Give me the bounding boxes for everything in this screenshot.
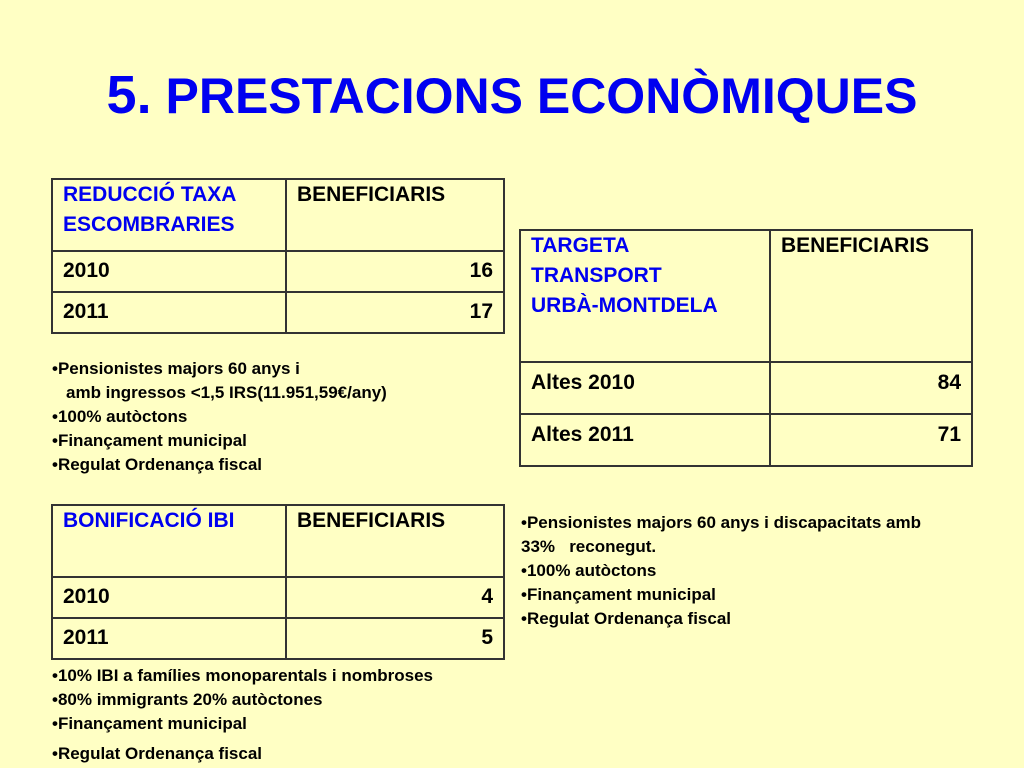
- taxa-value-2011: 17: [286, 292, 504, 333]
- table-row: [52, 251, 504, 292]
- note-line: •Finançament municipal: [52, 714, 247, 733]
- page-title: [0, 62, 1024, 129]
- ibi-header-concept: BONIFICACIÓ IBI: [52, 505, 286, 577]
- note-line: •10% IBI a famílies monoparentals i nombroses: [52, 666, 434, 685]
- ibi-header-beneficiaris: BENEFICIARIS: [286, 505, 504, 577]
- taxa-header-line1: REDUCCIÓ TAXA: [63, 183, 237, 206]
- taxa-value-2010: 16: [286, 251, 504, 292]
- ibi-value-2010: 4: [286, 577, 504, 618]
- taxa-header-line2: ESCOMBRARIES: [63, 213, 235, 236]
- taxa-header-concept: [52, 179, 286, 251]
- note-line: •Regulat Ordenança fiscal: [52, 744, 263, 763]
- note-line: 33% reconegut.: [521, 537, 657, 556]
- note-line: •Regulat Ordenança fiscal: [521, 609, 732, 628]
- targeta-header-line3: URBÀ-MONTDELA: [531, 294, 718, 317]
- title-number: 5.: [106, 65, 152, 125]
- note-line: •100% autòctons: [52, 407, 188, 426]
- targeta-header-line1: TARGETA: [531, 234, 630, 257]
- targeta-value-2010: 84: [770, 362, 972, 414]
- table-row: [520, 414, 972, 466]
- table-row: [52, 577, 504, 618]
- table-row: [520, 362, 972, 414]
- notes-targeta: [521, 511, 921, 631]
- table-row: [52, 618, 504, 659]
- title-text: PRESTACIONS ECONÒMIQUES: [165, 68, 918, 124]
- targeta-value-2011: 71: [770, 414, 972, 466]
- ibi-year-2011: 2011: [52, 618, 286, 659]
- table-reduccio-taxa: [51, 178, 505, 334]
- targeta-altes-2010: Altes 2010: [520, 362, 770, 414]
- ibi-value-2011: 5: [286, 618, 504, 659]
- targeta-header-concept: [520, 230, 770, 362]
- note-line: •Finançament municipal: [52, 431, 247, 450]
- note-line: •Regulat Ordenança fiscal: [52, 455, 263, 474]
- table-bonificacio-ibi: [51, 504, 505, 660]
- notes-ibi: [52, 664, 433, 766]
- table-row: [52, 292, 504, 333]
- table-targeta-transport: [519, 229, 973, 467]
- ibi-year-2010: 2010: [52, 577, 286, 618]
- taxa-year-2010: 2010: [52, 251, 286, 292]
- notes-taxa: [52, 357, 387, 477]
- note-line: •Finançament municipal: [521, 585, 716, 604]
- note-line: •Pensionistes majors 60 anys i discapacitats amb: [521, 513, 921, 532]
- taxa-year-2011: 2011: [52, 292, 286, 333]
- targeta-header-line2: TRANSPORT: [531, 264, 662, 287]
- targeta-altes-2011: Altes 2011: [520, 414, 770, 466]
- note-line: •100% autòctons: [521, 561, 657, 580]
- note-line: •Pensionistes majors 60 anys i: [52, 359, 300, 378]
- note-line: amb ingressos <1,5 IRS(11.951,59€/any): [66, 383, 387, 402]
- note-line: •80% immigrants 20% autòctones: [52, 690, 323, 709]
- taxa-header-beneficiaris: BENEFICIARIS: [286, 179, 504, 251]
- targeta-header-beneficiaris: BENEFICIARIS: [770, 230, 972, 362]
